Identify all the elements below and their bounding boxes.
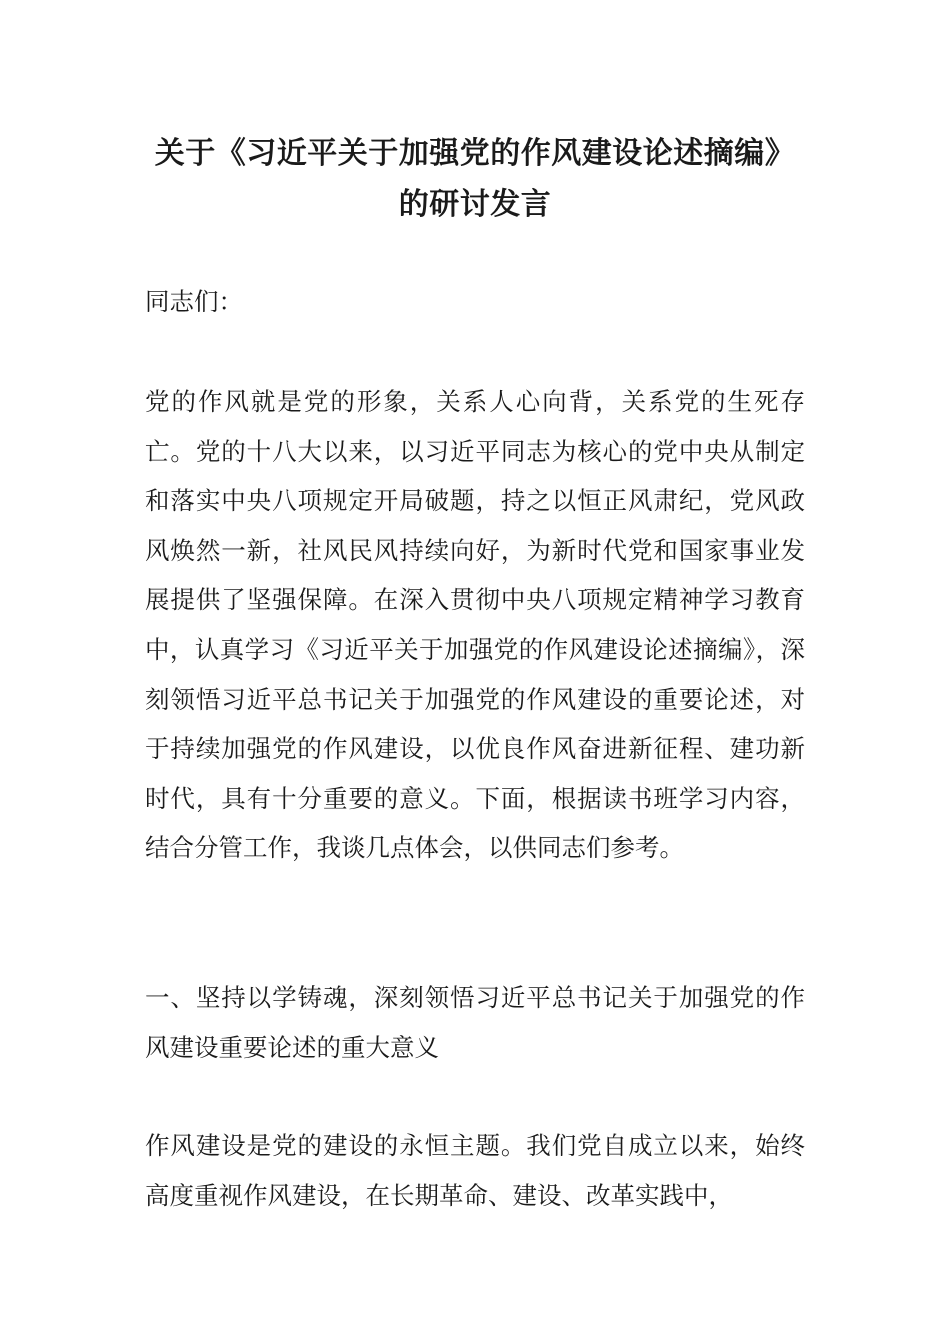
paragraph-section-1: 作风建设是党的建设的永恒主题。我们党自成立以来，始终高度重视作风建设，在长期革命、建设、改革实践中， — [145, 1131, 805, 1210]
section-heading-1: 一、坚持以学铸魂，深刻领悟习近平总书记关于加强党的作风建设重要论述的重大意义 — [145, 983, 805, 1062]
paragraph-intro: 党的作风就是党的形象，关系人心向背，关系党的生死存亡。党的十八大以来，以习近平同志为核心的党中央从制定和落实中央八项规定开局破题，持之以恒正风肃纪，党风政风焕然一新，社风民风持续向好，为新时代党和国家事业发展提供了坚强保障。在深入贯彻中央八项规定精神学习教育中，认真学习《习近平关于加强党的作风建设论述摘编》，深刻领悟习近平总书记关于加强党的作风建设的重要论述，对于持续加强党的作风建设，以优良作风奋进新征程、建功新时代，具有十分重要的意义。下面，根据读书班学习内容，结合分管工作，我谈几点体会，以供同志们参考。 — [145, 387, 805, 863]
document-title: 关于《习近平关于加强党的作风建设论述摘编》的研讨发言 — [154, 136, 796, 222]
greeting: 同志们： — [145, 287, 243, 316]
